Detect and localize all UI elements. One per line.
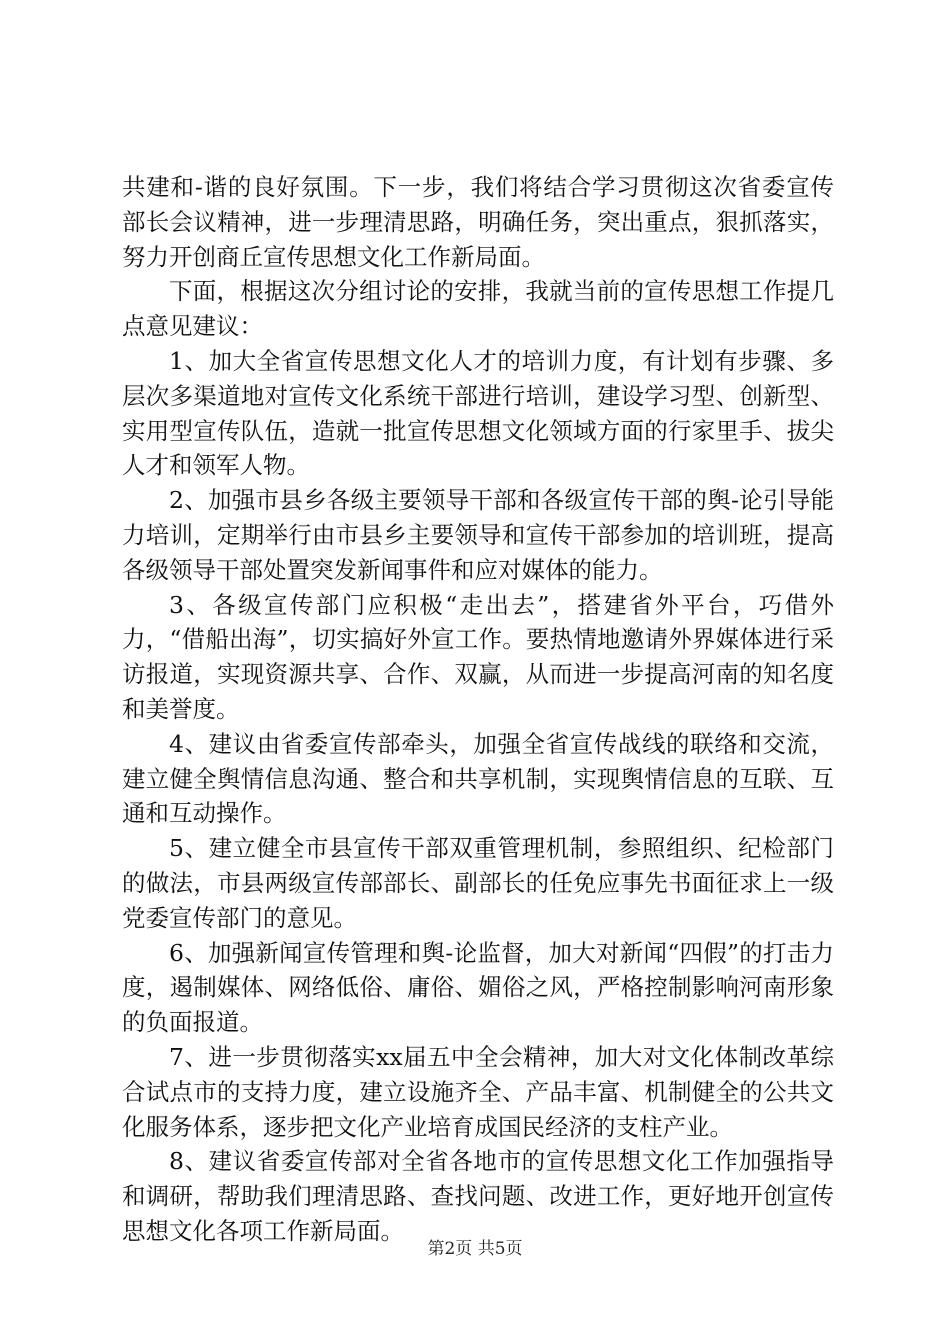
page-number-label: 第2页 共5页: [427, 1239, 523, 1259]
paragraph-item-6: 6、加强新闻宣传管理和舆-论监督，加大对新闻“四假”的打击力度，遏制媒体、网络低俗、庸俗、媚俗之风，严格控制影响河南形象的负面报道。: [122, 938, 834, 1037]
paragraph-item-1: 1、加大全省宣传思想文化人才的培训力度，有计划有步骤、多层次多渠道地对宣传文化系统干部进行培训，建设学习型、创新型、实用型宣传队伍，造就一批宣传思想文化领域方面的行家里手、拔尖人才和领军人物。: [122, 346, 834, 480]
paragraph-lead-in: 下面，根据这次分组讨论的安排，我就当前的宣传思想工作提几点意见建议：: [122, 277, 834, 341]
paragraph-intro: 共建和-谐的良好氛围。下一步，我们将结合学习贯彻这次省委宣传部长会议精神，进一步理清思路，明确任务，突出重点，狠抓落实，努力开创商丘宣传思想文化工作新局面。: [122, 173, 834, 271]
paragraph-item-4: 4、建议由省委宣传部牵头，加强全省宣传战线的联络和交流，建立健全舆情信息沟通、整合和共享机制，实现舆情信息的互联、互通和互动操作。: [122, 729, 834, 828]
page-footer: [0, 1238, 950, 1260]
paragraph-item-8: 8、建议省委宣传部对全省各地市的宣传思想文化工作加强指导和调研，帮助我们理清思路、查找问题、改进工作，更好地开创宣传思想文化各项工作新局面。: [122, 1147, 834, 1245]
paragraph-item-5: 5、建立健全市县宣传干部双重管理机制，参照组织、纪检部门的做法，市县两级宣传部部长、副部长的任免应事先书面征求上一级党委宣传部门的意见。: [122, 834, 834, 932]
paragraph-item-2: 2、加强市县乡各级主要领导干部和各级宣传干部的舆-论引导能力培训，定期举行由市县乡主要领导和宣传干部参加的培训班，提高各级领导干部处置突发新闻事件和应对媒体的能力。: [122, 486, 834, 584]
paragraph-item-7: 7、进一步贯彻落实xx届五中全会精神，加大对文化体制改革综合试点市的支持力度，建立设施齐全、产品丰富、机制健全的公共文化服务体系，逐步把文化产业培育成国民经济的支柱产业。: [122, 1042, 834, 1141]
document-body: [122, 170, 834, 1249]
paragraph-item-3: 3、各级宣传部门应积极“走出去”，搭建省外平台，巧借外力，“借船出海”，切实搞好外宣工作。要热情地邀请外界媒体进行采访报道，实现资源共享、合作、双赢，从而进一步提高河南的知名度和美誉度。: [122, 590, 834, 723]
